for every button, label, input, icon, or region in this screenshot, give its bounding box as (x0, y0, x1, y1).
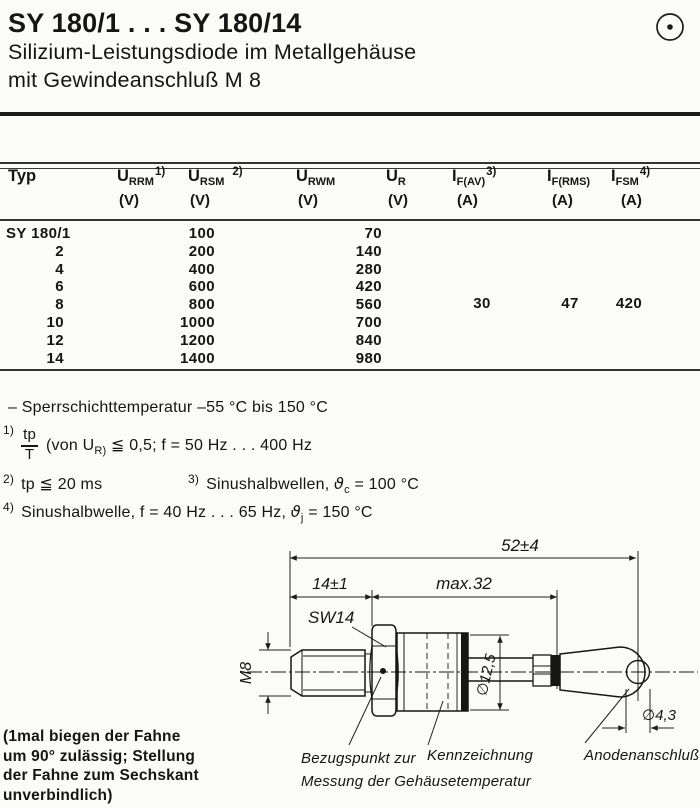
table-top-rule (0, 162, 700, 169)
table-row (0, 332, 700, 350)
label-anode-connection: Anodenanschluß (584, 747, 700, 764)
footnote-marker: 1) (3, 423, 15, 437)
diode-outline (247, 625, 698, 716)
cell-urwm: 840 (355, 331, 382, 349)
cell-typ: 12 (46, 331, 64, 349)
col-header-urrm: $U_{RRM}^{1)}$ (V) (117, 166, 166, 209)
note-junction-temperature: – Sperrschichttemperatur –55 °C bis 150 °C (8, 399, 329, 416)
cell-typ: 6 (55, 278, 64, 296)
footnote-1-text: (von $U_{R)}$ ≦ 0,5; f = 50 Hz . . . 400 Hz (46, 437, 313, 457)
footnote-2: $^{2)}$ tp ≦ 20 ms (3, 472, 103, 493)
subtitle-line-1: Silizium-Leistungsdiode im Metallgehäuse (8, 40, 417, 64)
dim-thread-size: M8 (238, 661, 255, 685)
cell-urrm-ursm: 1000 (180, 313, 215, 331)
cell-typ: 2 (55, 242, 64, 260)
value-if-rms: 47 (561, 295, 579, 312)
table-header-rule (0, 219, 700, 221)
dim-wrench-size: SW14 (308, 608, 355, 627)
cell-urrm-ursm: 800 (188, 296, 215, 314)
cell-urwm: 700 (355, 313, 382, 331)
table-row (0, 296, 700, 314)
footnote-3: $^{3)}$ Sinushalbwellen, $ϑ_c = 100$ °C (188, 472, 419, 496)
table-body (0, 225, 700, 367)
col-header-ifsm: $I_{FSM}^{4)}$ (A) (611, 166, 651, 209)
cell-urwm: 980 (355, 349, 382, 367)
subtitle-line-2: mit Gewindeanschluß M 8 (8, 67, 262, 92)
dim-hole-diameter: ∅4,3 (642, 707, 676, 724)
cell-typ: 10 (46, 313, 64, 331)
crimp (533, 655, 551, 686)
cell-typ: 4 (55, 260, 64, 278)
cell-urwm: 280 (355, 260, 382, 278)
cell-urrm-ursm: 100 (188, 225, 215, 242)
table-row (0, 314, 700, 332)
cell-urwm: 70 (364, 225, 382, 242)
header-divider (0, 112, 700, 116)
table-row (0, 225, 700, 243)
cell-typ: 8 (55, 296, 64, 314)
col-header-ifrms: $I_{F(RMS)}$ (A) (547, 167, 591, 209)
dim-overall-length: 52±4 (501, 536, 539, 555)
dim-body-length: max.32 (436, 574, 492, 593)
footnote-marker: 4) (3, 500, 15, 514)
footnote-4: $^{4)}$ Sinushalbwelle, f = 40 Hz . . . 65 Hz, $ϑ_j = 150$ °C (3, 500, 373, 524)
cell-typ: 14 (46, 349, 64, 367)
page-title: SY 180/1 . . . SY 180/14 (8, 8, 302, 38)
table-row (0, 278, 700, 296)
table-row (0, 350, 700, 368)
cell-urrm-ursm: 1400 (180, 349, 215, 367)
label-marking: Kennzeichnung (427, 747, 534, 764)
footnote-1 (3, 423, 313, 463)
cell-urwm: 560 (355, 296, 382, 314)
cell-typ: SY 180/1 (6, 225, 71, 242)
page-subtitle (8, 39, 416, 94)
fraction-tp-over-t: $\frac{tp}{T}$ (23, 426, 36, 463)
table-row (0, 243, 700, 261)
col-header-ifav: $I_{F(AV)}^{3)}$ (A) (452, 166, 497, 209)
cell-urrm-ursm: 400 (188, 260, 215, 278)
cell-urrm-ursm: 1200 (180, 331, 215, 349)
footnote-marker: 3) (188, 472, 200, 486)
col-header-urwm: $U_{RWM}$ (V) (296, 167, 336, 209)
dim-body-diameter: ∅12,5 (473, 652, 500, 698)
col-header-typ: Typ (8, 167, 37, 185)
note-tab-bending: (1mal biegen der Fahne um 90° zulässig; Stellung der Fahne zum Sechskant unverbindlich) (3, 728, 199, 804)
dim-thread-length: 14±1 (312, 576, 348, 593)
footnote-marker: 2) (3, 472, 15, 486)
theta-symbol: ϑ (290, 502, 301, 521)
cell-urwm: 420 (355, 278, 382, 296)
label-reference-point: Bezugspunkt zur Messung der Gehäusetemperatur (301, 750, 532, 790)
value-ifsm: 420 (615, 295, 643, 312)
col-header-ur: $U_R$ (V) (386, 167, 408, 209)
circle-dot-icon (653, 11, 687, 45)
cell-urrm-ursm: 200 (188, 242, 215, 260)
case-temp-reference-dot (380, 668, 386, 674)
cell-urwm: 140 (355, 242, 382, 260)
theta-symbol: ϑ (334, 474, 345, 493)
value-if-av: 30 (473, 295, 491, 312)
table-bottom-rule (0, 369, 700, 371)
cell-urrm-ursm: 600 (188, 278, 215, 296)
table-row (0, 261, 700, 279)
col-header-ursm: $U_{RSM}^{2)}$ (V) (188, 166, 243, 209)
